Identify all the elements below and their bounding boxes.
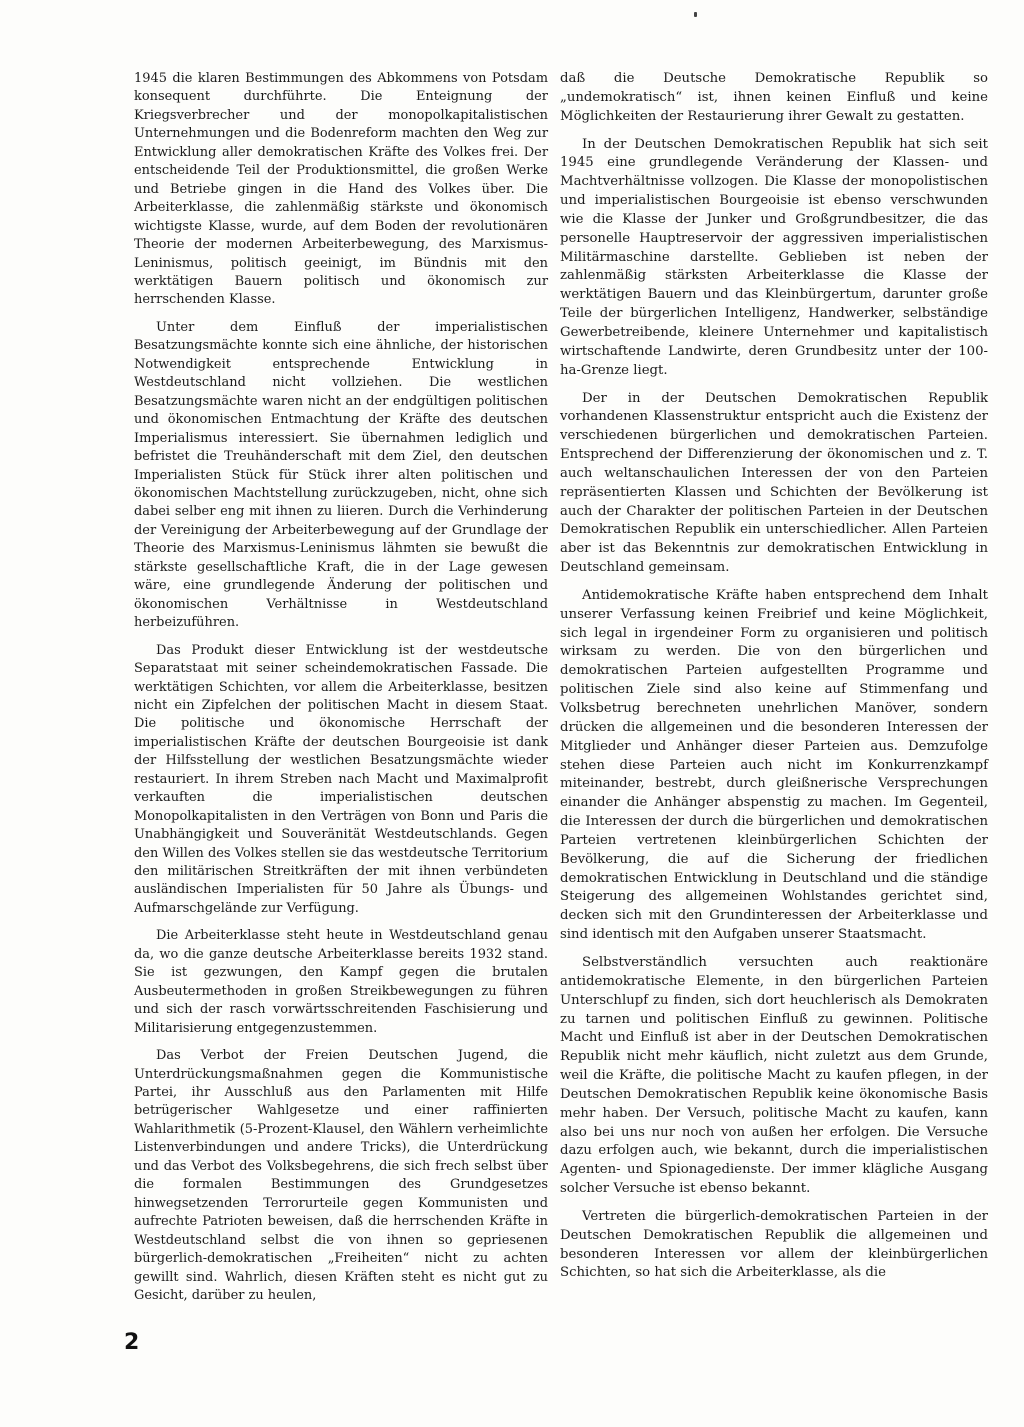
print-speck [694,12,697,17]
paragraph: In der Deutschen Demokratischen Republik hat sich seit 1945 eine grundlegende Veränderung der Klassen- und Machtverhältnisse vollzogen. Die Klasse der monopolistischen und imperialistischen Bourgeoisie ist ebenso verschwunden wie die Klasse der Junker und Großgrundbesitzer, die das personelle Hauptreservoir der aggressiven imperialistischen Militärmaschine darstellte. Geblieben ist neben der zahlenmäßig stärksten Arbeiterklasse die Klasse der werktätigen Bauern und das Kleinbürgertum, darunter große Teile der bürgerlichen Intelligenz, Handwerker, selbständige Gewerbetreibende, kleinere Unternehmer und kapitalistisch wirtschaftende Landwirte, deren Grundbesitz unter der 100-ha-Grenze liegt. [560,136,988,378]
right-text-column [560,70,988,1292]
paragraph: Unter dem Einfluß der imperialistischen Besatzungsmächte konnte sich eine ähnliche, der historischen Notwendigkeit entsprechende Entwicklung in Westdeutschland nicht vollziehen. Die westlichen Besatzungsmächte waren nicht an der endgültigen politischen und ökonomischen Entmachtung der Kräfte des deutschen Imperialismus interessiert. Sie übernahmen lediglich und befristet die Treuhänderschaft mit dem Ziel, den deutschen Imperialisten Stück für Stück ihrer alten politischen und ökonomischen Machtstellung zurückzugeben, nicht, ohne sich dabei selber eng mit ihnen zu liieren. Durch die Verhinderung der Vereinigung der Arbeiterbewegung auf der Grundlage der Theorie des Marxismus-Leninismus lähmten sie bewußt die stärkste gesellschaftliche Kraft, die in der Lage gewesen wäre, eine grundlegende Änderung der politischen und ökonomischen Verhältnisse in Westdeutschland herbeizuführen. [134,319,548,631]
paragraph: Das Produkt dieser Entwicklung ist der westdeutsche Separatstaat mit seiner scheindemokratischen Fassade. Die werktätigen Schichten, vor allem die Arbeiterklasse, besitzen nicht ein Zipfelchen der politischen Macht in diesem Staat. Die politische und ökonomische Herrschaft der imperialistischen Kräfte der deutschen Bourgeoisie ist dank der Hilfsstellung der westlichen Besatzungsmächte wieder restauriert. In ihrem Streben nach Macht und Maximalprofit verkauften die imperialistischen deutschen Monopolkapitalisten in den Verträgen von Bonn und Paris die Unabhängigkeit und Souveränität Westdeutschlands. Gegen den Willen des Volkes stellen sie das westdeutsche Territorium den militärischen Streitkräften der mit ihnen verbündeten ausländischen Imperialisten für 50 Jahre als Übungs- und Aufmarschgelände zur Verfügung. [134,642,548,916]
paragraph: Antidemokratische Kräfte haben entsprechend dem Inhalt unserer Verfassung keinen Freibrief und keine Möglichkeit, sich legal in irgendeiner Form zu organisieren und politisch wirksam zu werden. Die von den bürgerlichen und demokratischen Parteien aufgestellten Programme und politischen Ziele sind also keine auf Stimmenfang und Volksbetrug berechneten unehrlichen Manöver, sondern drücken die allgemeinen und die besonderen Interessen der Mitglieder und Anhänger dieser Parteien aus. Demzufolge stehen diese Parteien auch nicht im Konkurrenzkampf miteinander, bestrebt, durch gleißnerische Versprechungen einander die Anhänger abspenstig zu machen. Im Gegenteil, die Interessen der durch die bürgerlichen und demokratischen Parteien vertretenen kleinbürgerlichen Schichten der Bevölkerung, die auf die Sicherung der friedlichen demokratischen Entwicklung in Deutschland und die ständige Steigerung des allgemeinen Wohlstandes gerichtet sind, decken sich mit den Grundinteressen der Arbeiterklasse und sind identisch mit den Aufgaben unserer Staatsmacht. [560,587,988,943]
left-text-column [134,70,548,1314]
paragraph: Das Verbot der Freien Deutschen Jugend, die Unterdrückungsmaßnahmen gegen die Kommunistische Partei, ihr Ausschluß aus den Parlamenten mit Hilfe betrügerischer Wahlgesetze und einer raffinierten Wahlarithmetik (5-Prozent-Klausel, den Wählern verheimlichte Listenverbindungen und andere Tricks), die Unterdrückung und das Verbot des Volksbegehrens, die sich frech selbst über die formalen Bestimmungen des Grundgesetzes hinwegsetzenden Terrorurteile gegen Kommunisten und aufrechte Patrioten beweisen, daß die herrschenden Kräfte in Westdeutschland selbst die von ihnen so gepriesenen bürgerlich-demokratischen „Freiheiten“ nicht zu achten gewillt sind. Wahrlich, diesen Kräften steht es nicht gut zu Gesicht, darüber zu heulen, [134,1048,548,1303]
paragraph: 1945 die klaren Bestimmungen des Abkommens von Potsdam konsequent durchführte. Die Enteignung der Kriegsverbrecher und der monopolkapitalistischen Unternehmungen und die Bodenreform machten den Weg zur Entwicklung aller demokratischen Kräfte des Volkes frei. Der entscheidende Teil der Produktionsmittel, die großen Werke und Betriebe gingen in die Hand des Volkes über. Die Arbeiterklasse, die zahlenmäßig stärkste und ökonomisch wichtigste Klasse, wurde, auf dem Boden der revolutionären Theorie der modernen Arbeiterbewegung, des Marxismus-Leninismus, politisch geeinigt, im Bündnis mit den werktätigen Bauern politisch und ökonomisch zur herrschenden Klasse. [134,71,548,308]
paragraph: Vertreten die bürgerlich-demokratischen Parteien in der Deutschen Demokratischen Republik die allgemeinen und besonderen Interessen vor allem der kleinbürgerlichen Schichten, so hat sich die Arbeiterklasse, als die [560,1208,988,1281]
paragraph: Die Arbeiterklasse steht heute in Westdeutschland genau da, wo die ganze deutsche Arbeiterklasse bereits 1932 stand. Sie ist gezwungen, den Kampf gegen die brutalen Ausbeutermethoden in großen Streikbewegungen zu führen und sich der rasch vorwärtsschreitenden Faschisierung und Militarisierung entgegenzustemmen. [134,928,548,1036]
paragraph: Selbstverständlich versuchten auch reaktionäre antidemokratische Elemente, in den bürgerlichen Parteien Unterschlupf zu finden, sich dort heuchlerisch als Demokraten zu tarnen und politischen Einfluß zu gewinnen. Politische Macht und Einfluß ist aber in der Deutschen Demokratischen Republik nicht mehr käuflich, nicht zuletzt aus dem Grunde, weil die Kräfte, die politische Macht zu kaufen pflegen, in der Deutschen Demokratischen Republik keine ökonomische Basis mehr haben. Der Versuch, politische Macht zu kaufen, kann also bei uns nur noch von außen her erfolgen. Die Versuche dazu erfolgen auch, wie bekannt, durch die imperialistischen Agenten- und Spionagedienste. Der immer klägliche Ausgang solcher Versuche ist ebenso bekannt. [560,954,988,1197]
paragraph: Der in der Deutschen Demokratischen Republik vorhandenen Klassenstruktur entspricht auch die Existenz der verschiedenen bürgerlichen und demokratischen Parteien. Entsprechend der Differenzierung der ökonomischen und z. T. auch weltanschaulichen Interessen der von den Parteien repräsentierten Klassen und Schichten der Bevölkerung ist auch der Charakter der politischen Parteien in der Deutschen Demokratischen Republik ein unterschiedlicher. Allen Parteien aber ist das Bekenntnis zur demokratischen Entwicklung in Deutschland gemeinsam. [560,390,988,576]
page-number: 2 [124,1330,140,1355]
paragraph: daß die Deutsche Demokratische Republik so „undemokratisch“ ist, ihnen keinen Einfluß und keine Möglichkeiten der Restaurierung ihrer Gewalt zu gestatten. [560,71,988,124]
